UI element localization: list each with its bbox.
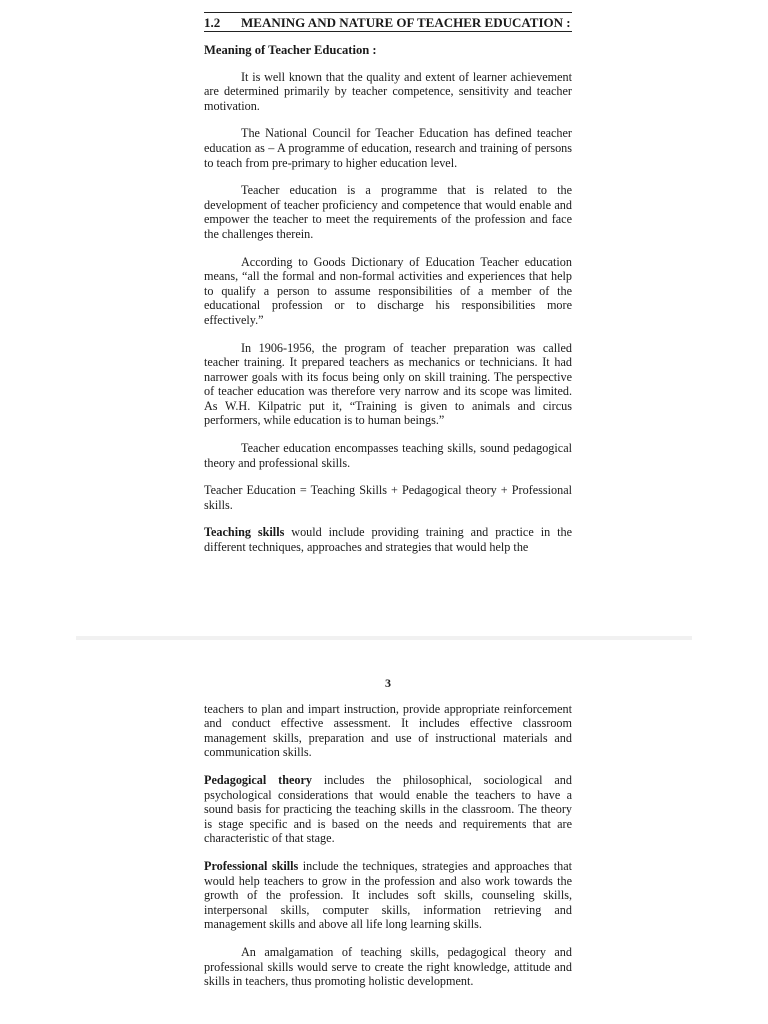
section-heading — [204, 12, 572, 32]
paragraph: teachers to plan and impart instruction, provide appropriate reinforcement and conduct effective assessment. It includes effective classroom management skills, preparation and use of instructional materials and communication skills. — [204, 701, 572, 760]
page-number: 3 — [385, 676, 391, 690]
page-separator — [76, 636, 692, 640]
paragraph: It is well known that the quality and extent of learner achievement are determined primarily by teacher competence, sensitivity and teacher motivation. — [204, 69, 572, 113]
paragraph: An amalgamation of teaching skills, pedagogical theory and professional skills would serve to create the right knowledge, attitude and skills in teachers, thus promoting holistic development. — [204, 944, 572, 989]
paragraph: According to Goods Dictionary of Education Teacher education means, “all the formal and non-formal activities and experiences that help to qualify a person to assume responsibilities of a member of the educational profession or to discharge his responsibilities more effectively.” — [204, 254, 572, 327]
document-page-2 — [204, 676, 572, 1002]
paragraph-text: include the techniques, strategies and approaches that would help teachers to grow in the profession and also work towards the growth of the profession. It includes soft skills, counseling skills, interpersonal skills, computer skills, information retrieving and management skills and above all life long learning skills. — [204, 858, 572, 932]
paragraph-text: would include providing training and practice in the different techniques, approaches and strategies that would help the — [204, 525, 572, 555]
paragraph: The National Council for Teacher Education has defined teacher education as – A programme of education, research and training of persons to teach from pre-primary to higher education level. — [204, 126, 572, 170]
paragraph: Teacher education is a programme that is related to the development of teacher proficiency and competence that would enable and empower the teacher to meet the requirements of the profession and face the challenges therein. — [204, 183, 572, 241]
section-title: MEANING AND NATURE OF TEACHER EDUCATION : — [241, 15, 571, 30]
paragraph — [204, 525, 572, 554]
term-professional-skills: Professional skills — [204, 858, 299, 873]
term-pedagogical-theory: Pedagogical theory — [204, 772, 312, 787]
section-number: 1.2 — [204, 15, 221, 30]
term-teaching-skills: Teaching skills — [204, 525, 285, 540]
paragraph-text: includes the philosophical, sociological and psychological considerations that would enable the teachers to have a sound basis for practicing the teaching skills in the classroom. The theory is stage specific and is based on the needs and requirements that are characteristic of that stage. — [204, 772, 572, 846]
paragraph — [204, 859, 572, 932]
paragraph — [204, 773, 572, 846]
document-page-1 — [204, 12, 572, 568]
subheading: Meaning of Teacher Education : — [204, 43, 377, 57]
paragraph: In 1906-1956, the program of teacher preparation was called teacher training. It prepared teachers as mechanics or technicians. It had narrower goals with its focus being only on skill training. The perspective of teacher education was therefore very narrow and its scope was limited. As W.H. Kilpatric put it, “Training is given to animals and circus performers, while education is to human beings.” — [204, 340, 572, 428]
paragraph: Teacher education encompasses teaching skills, sound pedagogical theory and professional skills. — [204, 441, 572, 470]
formula: Teacher Education = Teaching Skills + Pedagogical theory + Professional skills. — [204, 483, 572, 512]
